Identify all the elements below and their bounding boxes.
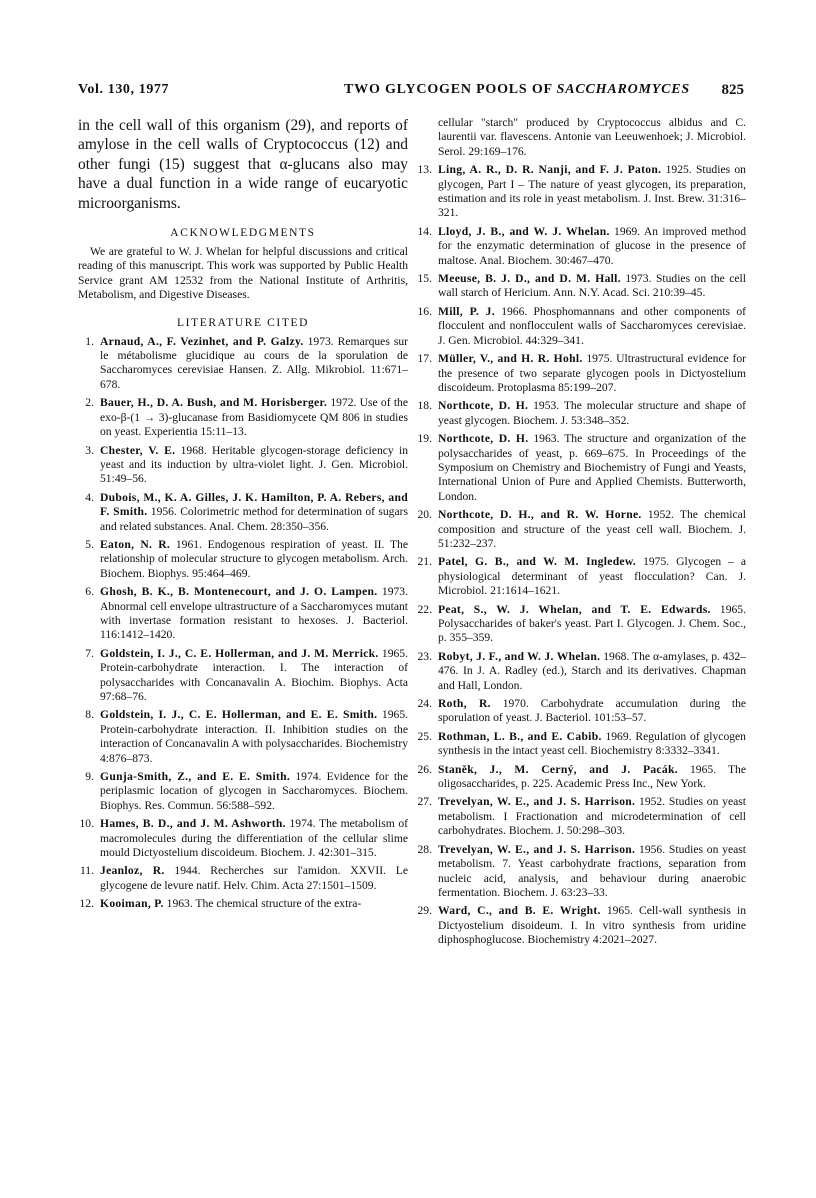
reference-item [416, 272, 746, 301]
reference-authors: Meeuse, B. J. D., and D. M. Hall. [438, 272, 621, 286]
running-title-italic: SACCHAROMYCES [556, 82, 690, 97]
reference-authors: Jeanloz, R. [100, 864, 165, 878]
reference-text: 1969. An improved method for the enzymatic determination of glucose in the presence of maltose. Anal. Biochem. 30:467–470. [438, 224, 746, 267]
reference-authors: Ward, C., and B. E. Wright. [438, 904, 601, 918]
reference-number: 27. [417, 795, 432, 809]
reference-text: 1944. Recherches sur l'amidon. XXVII. Le glycogene de levure natif. Helv. Chim. Acta 27:1501–1509. [100, 864, 408, 892]
reference-text: 1966. Phosphomannans and other components of flocculent and nonflocculent walls of Saccharomyces cerevisiae. J. Gen. Microbiol. 44:329–341. [438, 304, 746, 347]
reference-item [416, 352, 746, 395]
reference-number: 3. [85, 443, 94, 457]
reference-item [78, 396, 408, 439]
reference-number: 17. [417, 352, 432, 366]
reference-number: 21. [417, 555, 432, 569]
reference-number: 10. [79, 817, 94, 831]
reference-authors: Northcote, D. H., and R. W. Horne. [438, 508, 642, 522]
reference-item [416, 763, 746, 792]
reference-number: 26. [417, 762, 432, 776]
journal-volume: Vol. 130, 1977 [78, 82, 170, 97]
reference-authors: Bauer, H., D. A. Bush, and M. Horisberger. [100, 396, 328, 410]
left-column [78, 116, 408, 916]
reference-item [416, 603, 746, 646]
reference-number: 15. [417, 272, 432, 286]
reference-authors: Gunja-Smith, Z., and E. E. Smith. [100, 770, 291, 784]
reference-number: 2. [85, 396, 94, 410]
reference-number: 14. [417, 224, 432, 238]
reference-text: 1963. The chemical structure of the extra- [163, 897, 362, 911]
reference-text: 1965. Cell-wall synthesis in Dictyostelium disoideum. I. In vitro synthesis from uridine diphosphoglucose. Biochemistry 4:2021–2027. [438, 904, 746, 947]
reference-number: 18. [417, 399, 432, 413]
reference-text: 1970. Carbohydrate accumulation during the sporulation of yeast. J. Bacteriol. 101:53–57. [438, 697, 747, 725]
acknowledgments-heading: ACKNOWLEDGMENTS [170, 227, 316, 240]
reference-item [78, 770, 408, 813]
reference-text: 1975. Ultrastructural evidence for the presence of two separate glycogen pools in Dictyostelium discoideum. Protoplasma 85:199–207. [438, 352, 747, 394]
reference-item [416, 432, 746, 504]
reference-authors: Chester, V. E. [100, 443, 176, 457]
reference-number: 5. [85, 537, 94, 551]
reference-text: 1968. Heritable glycogen-storage deficiency in yeast and its induction by ultra-violet light. J. Gen. Microbiol. 51:49–56. [100, 443, 408, 486]
reference-item [416, 795, 746, 838]
reference-item [78, 708, 408, 766]
reference-item [78, 585, 408, 643]
reference-authors: Trevelyan, W. E., and J. S. Harrison. [438, 842, 636, 856]
reference-text: 1974. Evidence for the periplasmic location of glycogen in Saccharomyces. Biochem. Biophys. Res. Commun. 56:588–592. [100, 770, 408, 812]
reference-item [78, 647, 408, 705]
reference-item [416, 904, 746, 947]
reference-text: 1961. Endogenous respiration of yeast. II. The relationship of molecular structure to glycogen metabolism. Arch. Biochem. Biophys. 95:464–469. [100, 537, 408, 580]
reference-item [416, 163, 746, 221]
reference-number: 22. [417, 602, 432, 616]
running-title [344, 82, 690, 98]
reference-item [416, 508, 746, 551]
reference-text: 1965. Protein-carbohydrate interaction. I. The interaction of polysaccharides with Concanavalin A. Biochim. Biophys. Acta 97:68–76. [100, 646, 408, 703]
reference-text: 1973. Remarques sur le métabolisme glucidique au cours de la sporulation de Saccharomyces cerevisiae Hansen. Z. Allg. Mikrobiol. 11:671–678. [100, 334, 408, 391]
reference-number: 24. [417, 697, 432, 711]
reference-number: 11. [79, 864, 94, 878]
reference-number: 1. [85, 334, 94, 348]
reference-number: 20. [417, 508, 432, 522]
body-paragraph: in the cell wall of this organism (29), and reports of amylose in the cell walls of Cryptococcus (12) and other fungi (15) suggest that α-glucans also may have a dual function in a wide range of eucaryotic microorganisms. [78, 117, 408, 212]
reference-list-left [78, 335, 408, 912]
reference-number: 16. [417, 304, 432, 318]
reference-number: 7. [85, 646, 94, 660]
reference-item [78, 897, 408, 911]
reference-item [416, 555, 746, 598]
reference-text: 1975. Glycogen – a physiological determinant of yeast flocculation? Can. J. Microbiol. 21:1614–1621. [438, 555, 747, 598]
reference-authors: Hames, B. D., and J. M. Ashworth. [100, 817, 286, 831]
reference-text: 1969. Regulation of glycogen synthesis in the intact yeast cell. Biochemistry 8:3332–3341. [438, 729, 746, 758]
running-title-prefix: TWO GLYCOGEN POOLS OF [344, 82, 557, 97]
reference-authors: Trevelyan, W. E., and J. S. Harrison. [438, 795, 636, 809]
reference-text: 1968. The α-amylases, p. 432–476. In J. A. Radley (ed.), Starch and its derivatives. Chapman and Hall, London. [438, 649, 746, 692]
reference-authors: Ling, A. R., D. R. Nanji, and F. J. Paton. [438, 163, 662, 177]
literature-cited-heading: LITERATURE CITED [177, 316, 309, 329]
reference-authors: Northcote, D. H. [438, 432, 529, 446]
reference-item [78, 538, 408, 581]
reference-text: 1952. The chemical composition and structure of the yeast cell wall. Biochem. J. 51:232–237. [438, 508, 746, 550]
acknowledgments-text: We are grateful to W. J. Whelan for helpful discussions and critical reading of this manuscript. This work was supported by Public Health Service grant AM 12532 from the National Institute of Arthritis, Metabolism, and Digestive Diseases. [78, 245, 408, 302]
reference-number: 8. [85, 708, 94, 722]
reference-item [416, 399, 746, 428]
reference-authors: Roth, R. [438, 697, 491, 711]
reference-number: 13. [417, 163, 432, 177]
reference-number: 6. [85, 585, 94, 599]
reference-text: 1925. Studies on glycogen, Part I – The nature of yeast glycogen, its preparation, estimation and its role in yeast metabolism. J. Inst. Brew. 31:316–321. [438, 163, 746, 220]
reference-number: 29. [417, 904, 432, 918]
reference-number: 4. [85, 490, 94, 504]
reference-text: 1973. Abnormal cell envelope ultrastructure of a Saccharomyces mutant with invertase formation resistant to hexoses. J. Bacteriol. 116:1412–1420. [100, 585, 408, 642]
reference-item [416, 225, 746, 268]
right-column [416, 116, 746, 952]
reference-authors: Eaton, N. R. [100, 537, 171, 551]
reference-text: 1963. The structure and organization of the polysaccharides of yeast, p. 669–675. In Proceedings of the Symposium on Chemistry and Biochemistry of Fungi and Yeasts, International Union of Pure and Applied Chemists. Butterworth, London. [438, 432, 746, 503]
reference-text: 1953. The molecular structure and shape of yeast glycogen. Biochem. J. 53:348–352. [438, 399, 746, 427]
reference-number: 28. [417, 842, 432, 856]
reference-authors: Northcote, D. H. [438, 399, 529, 413]
reference-authors: Staněk, J., M. Cerný, and J. Pacák. [438, 762, 678, 776]
reference-list-right [416, 116, 746, 948]
reference-number: 9. [85, 770, 94, 784]
reference-text: 1956. Colorimetric method for determination of sugars and related substances. Anal. Chem. 28:350–356. [100, 505, 408, 533]
reference-item [416, 730, 746, 759]
reference-authors: Kooiman, P. [100, 897, 164, 911]
reference-item [78, 444, 408, 487]
reference-authors: Goldstein, I. J., C. E. Hollerman, and E. E. Smith. [100, 708, 378, 722]
reference-authors: Goldstein, I. J., C. E. Hollerman, and J. M. Merrick. [100, 646, 379, 660]
reference-item [416, 116, 746, 159]
reference-text: 1952. Studies on yeast metabolism. I Fractionation and microdetermination of cell carbohydrates. Biochem. J. 50:298–303. [438, 795, 746, 838]
reference-authors: Robyt, J. F., and W. J. Whelan. [438, 649, 601, 663]
reference-authors: Dubois, M., K. A. Gilles, J. K. Hamilton, P. A. Rebers, and F. Smith. [100, 490, 408, 519]
reference-authors: Patel, G. B., and W. M. Ingledew. [438, 555, 637, 569]
reference-text: cellular "starch" produced by Cryptococcus albidus and C. laurentii var. flavescens. Antonie van Leeuwenhoek; J. Microbiol. Serol. 29:169–176. [438, 116, 746, 158]
reference-authors: Arnaud, A., F. Vezinhet, and P. Galzy. [100, 334, 304, 348]
reference-authors: Lloyd, J. B., and W. J. Whelan. [438, 224, 610, 238]
reference-text: 1973. Studies on the cell wall starch of Hericium. Ann. N.Y. Acad. Sci. 210:39–45. [438, 272, 746, 300]
reference-text: 1974. The metabolism of macromolecules during the differentiation of the cellular slime mould Dictyostelium discoideum. Biochem. J. 42:301–315. [100, 817, 408, 860]
reference-number: 12. [79, 897, 94, 911]
reference-text: 1972. Use of the exo-β-(1 → 3)-glucanase from Basidiomycete QM 806 in studies on yeast. Experientia 15:11–13. [100, 396, 408, 439]
reference-item [416, 843, 746, 901]
reference-authors: Mill, P. J. [438, 304, 495, 318]
reference-item [78, 817, 408, 860]
reference-number: 25. [417, 729, 432, 743]
reference-text: 1956. Studies on yeast metabolism. 7. Yeast carbohydrate fractions, separation from nucleic acid, analysis, and behaviour during anaerobic fermentation. Biochem. J. 63:23–33. [438, 842, 746, 899]
reference-authors: Müller, V., and H. R. Hohl. [438, 352, 583, 366]
reference-text: 1965. The oligosaccharides, p. 225. Academic Press Inc., New York. [438, 762, 746, 791]
reference-number: 23. [417, 649, 432, 663]
reference-item [78, 335, 408, 393]
reference-text: 1965. Polysaccharides of baker's yeast. Part I. Glycogen. J. Chem. Soc., p. 355–359. [438, 602, 747, 645]
reference-item [416, 697, 746, 726]
reference-text: 1965. Protein-carbohydrate interaction. II. Inhibition studies on the interaction of Concanavalin A with polysaccharides. Biochemistry 4:876–873. [100, 708, 409, 765]
reference-item [416, 650, 746, 693]
reference-authors: Peat, S., W. J. Whelan, and T. E. Edwards. [438, 602, 711, 616]
reference-number: 19. [417, 432, 432, 446]
page-number: 825 [721, 82, 744, 98]
reference-authors: Rothman, L. B., and E. Cabib. [438, 729, 602, 743]
reference-item [78, 491, 408, 534]
reference-authors: Ghosh, B. K., B. Montenecourt, and J. O. Lampen. [100, 585, 378, 599]
page-header [78, 82, 744, 102]
reference-item [416, 305, 746, 348]
reference-item [78, 864, 408, 893]
